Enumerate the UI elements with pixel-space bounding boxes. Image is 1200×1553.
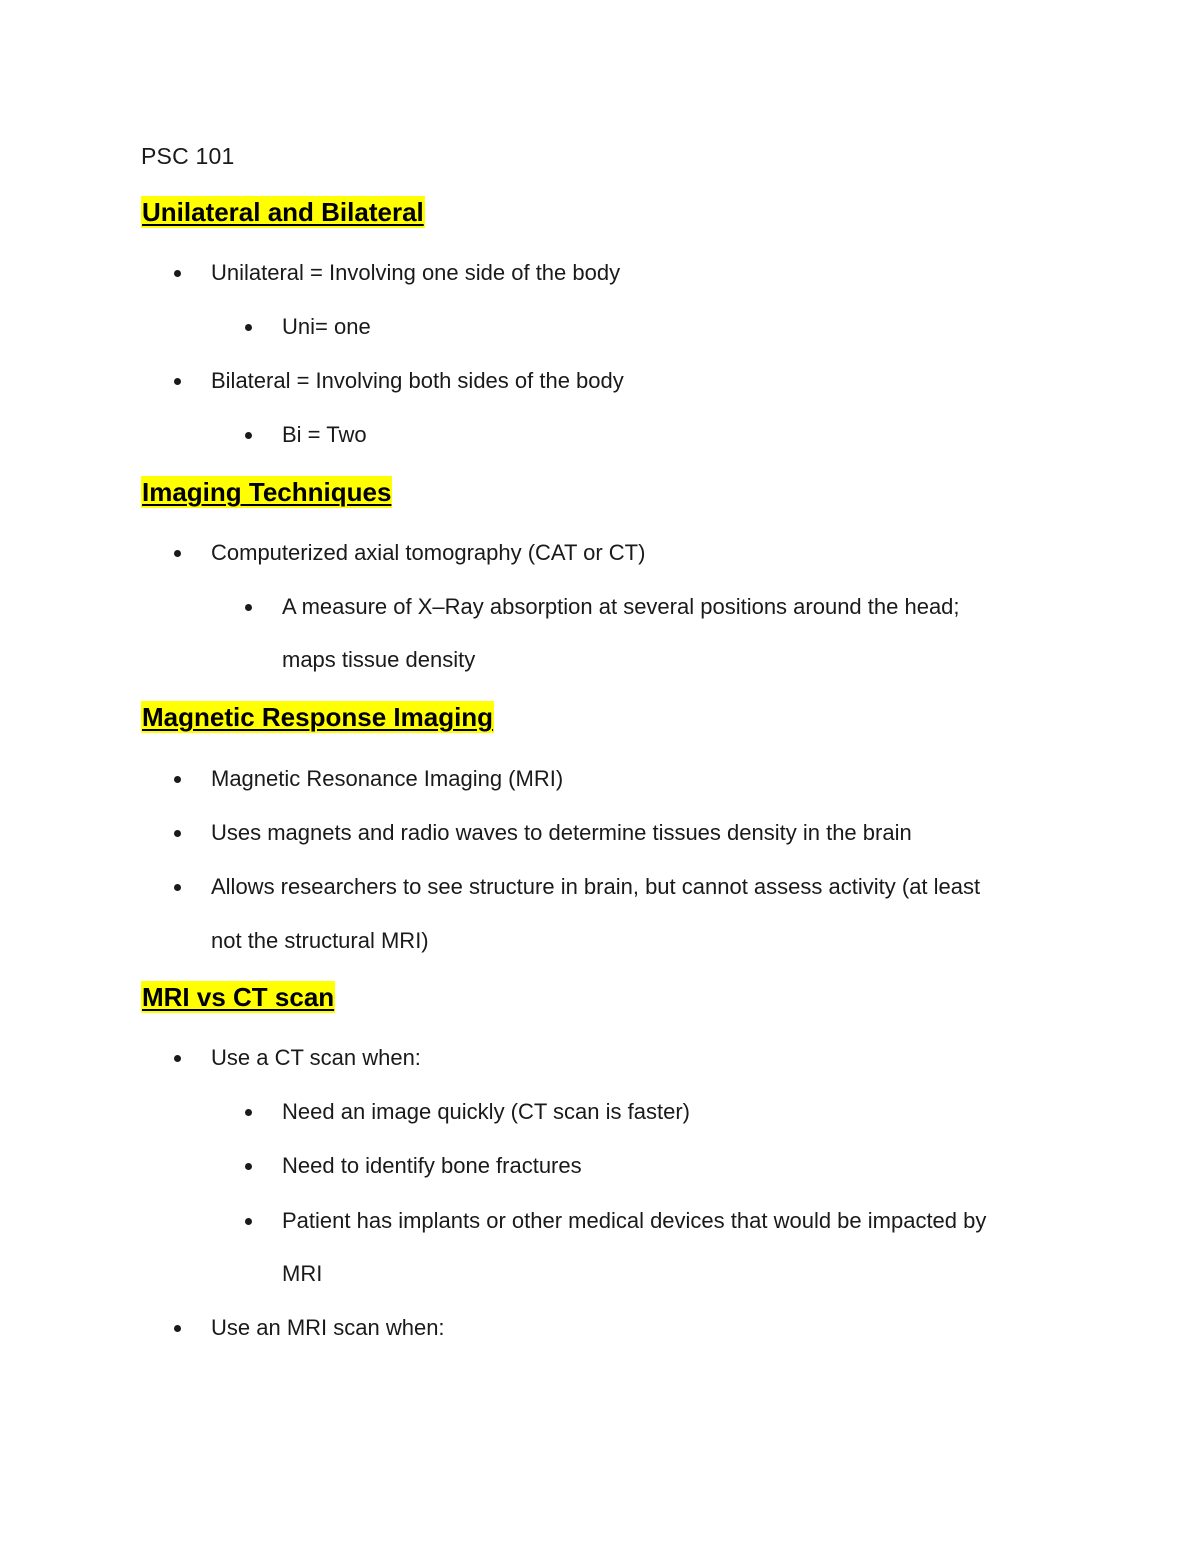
- list-item-text: Bi = Two: [282, 422, 367, 447]
- list-item-text: A measure of X–Ray absorption at several positions around the head;: [282, 594, 960, 619]
- list-item-text: Uni= one: [282, 314, 371, 339]
- list-item-continuation: MRI: [282, 1261, 323, 1286]
- bullet-icon: [174, 776, 181, 783]
- list-item: [211, 366, 624, 396]
- list-item-text: Use an MRI scan when:: [211, 1315, 445, 1340]
- list-item-text: Bilateral = Involving both sides of the body: [211, 368, 624, 393]
- list-item-text: Magnetic Resonance Imaging (MRI): [211, 766, 564, 791]
- bullet-icon: [174, 1055, 181, 1062]
- heading-unilateral-bilateral: Unilateral and Bilateral: [142, 197, 424, 227]
- list-item: [211, 818, 912, 848]
- list-item: [282, 1151, 582, 1181]
- bullet-icon: [245, 604, 252, 611]
- list-item: [211, 872, 980, 902]
- list-item-text: Need to identify bone fractures: [282, 1153, 582, 1178]
- bullet-icon: [245, 432, 252, 439]
- heading-imaging-techniques: Imaging Techniques: [142, 477, 392, 507]
- list-item: [211, 258, 620, 288]
- course-title: PSC 101: [141, 143, 235, 169]
- list-item: [211, 1313, 445, 1343]
- list-item: [282, 312, 371, 342]
- bullet-icon: [245, 324, 252, 331]
- list-item: [211, 764, 563, 794]
- list-item: [211, 1043, 421, 1073]
- list-item-text: Patient has implants or other medical devices that would be impacted by: [282, 1208, 987, 1233]
- list-item-continuation: maps tissue density: [282, 647, 476, 672]
- list-item: [282, 420, 367, 450]
- list-item-text: Need an image quickly (CT scan is faster): [282, 1099, 690, 1124]
- bullet-icon: [245, 1163, 252, 1170]
- heading-magnetic-response-imaging: Magnetic Response Imaging: [142, 702, 494, 732]
- heading-mri-vs-ct: MRI vs CT scan: [142, 982, 335, 1012]
- list-item: [282, 1206, 986, 1236]
- bullet-icon: [174, 1325, 181, 1332]
- bullet-icon: [245, 1218, 252, 1225]
- bullet-icon: [174, 378, 181, 385]
- list-item-continuation: not the structural MRI): [211, 928, 429, 953]
- list-item-text: Unilateral = Involving one side of the body: [211, 260, 621, 285]
- list-item: [211, 538, 645, 568]
- list-item: [282, 1097, 690, 1127]
- bullet-icon: [174, 830, 181, 837]
- list-item-text: Use a CT scan when:: [211, 1045, 421, 1070]
- list-item-text: Allows researchers to see structure in brain, but cannot assess activity (at least: [211, 874, 981, 899]
- bullet-icon: [174, 550, 181, 557]
- list-item: [282, 592, 960, 622]
- bullet-icon: [174, 884, 181, 891]
- bullet-icon: [245, 1109, 252, 1116]
- list-item-text: Computerized axial tomography (CAT or CT): [211, 540, 646, 565]
- bullet-icon: [174, 270, 181, 277]
- list-item-text: Uses magnets and radio waves to determine tissues density in the brain: [211, 820, 912, 845]
